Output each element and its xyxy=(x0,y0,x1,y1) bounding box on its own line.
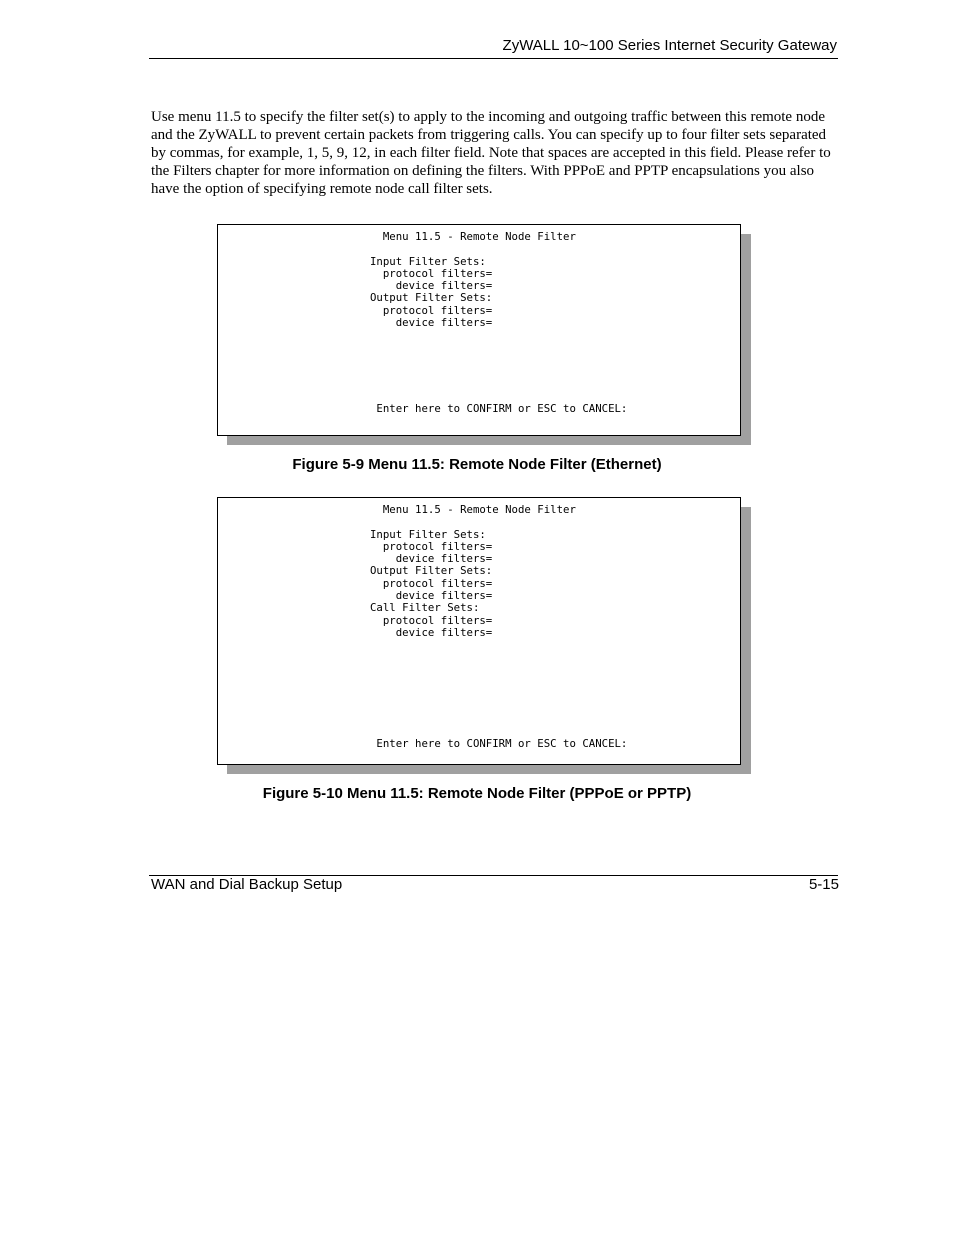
terminal-line xyxy=(222,366,627,378)
terminal-line: device filters= xyxy=(222,279,493,293)
terminal-text xyxy=(222,504,627,750)
terminal-line: Menu 11.5 - Remote Node Filter xyxy=(222,230,576,243)
terminal-line: Call Filter Sets: xyxy=(222,601,480,615)
terminal-line: Output Filter Sets: xyxy=(222,564,493,578)
figure-caption-pppoe-pptp: Figure 5-10 Menu 11.5: Remote Node Filter (PPPoE or PPTP) xyxy=(262,785,692,802)
terminal-line xyxy=(222,664,627,676)
terminal-line: device filters= xyxy=(222,625,493,639)
terminal-text xyxy=(222,231,627,415)
footer-page-number: 5-15 xyxy=(808,876,839,893)
terminal-line xyxy=(222,342,627,354)
terminal-line xyxy=(222,652,627,664)
terminal-screen-pppoe-pptp xyxy=(217,497,741,765)
figure-caption-ethernet: Figure 5-9 Menu 11.5: Remote Node Filter (Ethernet) xyxy=(292,456,662,473)
terminal-line: Output Filter Sets: xyxy=(222,291,493,305)
terminal-line xyxy=(222,676,627,688)
terminal-line xyxy=(222,688,627,700)
terminal-screen-ethernet xyxy=(217,224,741,436)
terminal-line: device filters= xyxy=(222,589,493,603)
terminal-line: Menu 11.5 - Remote Node Filter xyxy=(222,503,576,516)
terminal-line: device filters= xyxy=(222,316,493,330)
header-title: ZyWALL 10~100 Series Internet Security Gateway xyxy=(502,37,837,54)
terminal-line xyxy=(222,354,627,366)
terminal-line: protocol filters= xyxy=(222,266,493,280)
terminal-line: Enter here to CONFIRM or ESC to CANCEL: xyxy=(222,736,628,750)
figure-pppoe-pptp xyxy=(217,497,742,774)
terminal-line xyxy=(222,243,627,255)
figure-ethernet xyxy=(217,224,742,445)
terminal-line: Input Filter Sets: xyxy=(222,527,486,541)
terminal-line: device filters= xyxy=(222,552,493,566)
terminal-line xyxy=(222,713,627,725)
terminal-line xyxy=(222,725,627,737)
terminal-line: protocol filters= xyxy=(222,303,493,317)
terminal-line: Input Filter Sets: xyxy=(222,254,486,268)
terminal-line xyxy=(222,639,627,651)
header-rule xyxy=(149,58,838,59)
terminal-line xyxy=(222,329,627,341)
terminal-line xyxy=(222,701,627,713)
body-paragraph: Use menu 11.5 to specify the filter set(s) to apply to the incoming and outgoing traffic between this remote node and the ZyWALL to prevent certain packets from triggering calls. You can specify up to four filter sets separated by commas, for example, 1, 5, 9, 12, in each filter field. Note that spaces are accepted in this field. Please refer to the Filters chapter for more information on defining the filters. With PPPoE and PPTP encapsulations you also have the option of specifying remote node call filter sets. xyxy=(151,109,831,197)
terminal-line: protocol filters= xyxy=(222,539,493,553)
footer-section-title: WAN and Dial Backup Setup xyxy=(151,876,343,893)
terminal-line: protocol filters= xyxy=(222,576,493,590)
terminal-line: protocol filters= xyxy=(222,613,493,627)
terminal-line xyxy=(222,516,627,528)
terminal-line: Enter here to CONFIRM or ESC to CANCEL: xyxy=(222,402,628,416)
terminal-line xyxy=(222,379,627,391)
